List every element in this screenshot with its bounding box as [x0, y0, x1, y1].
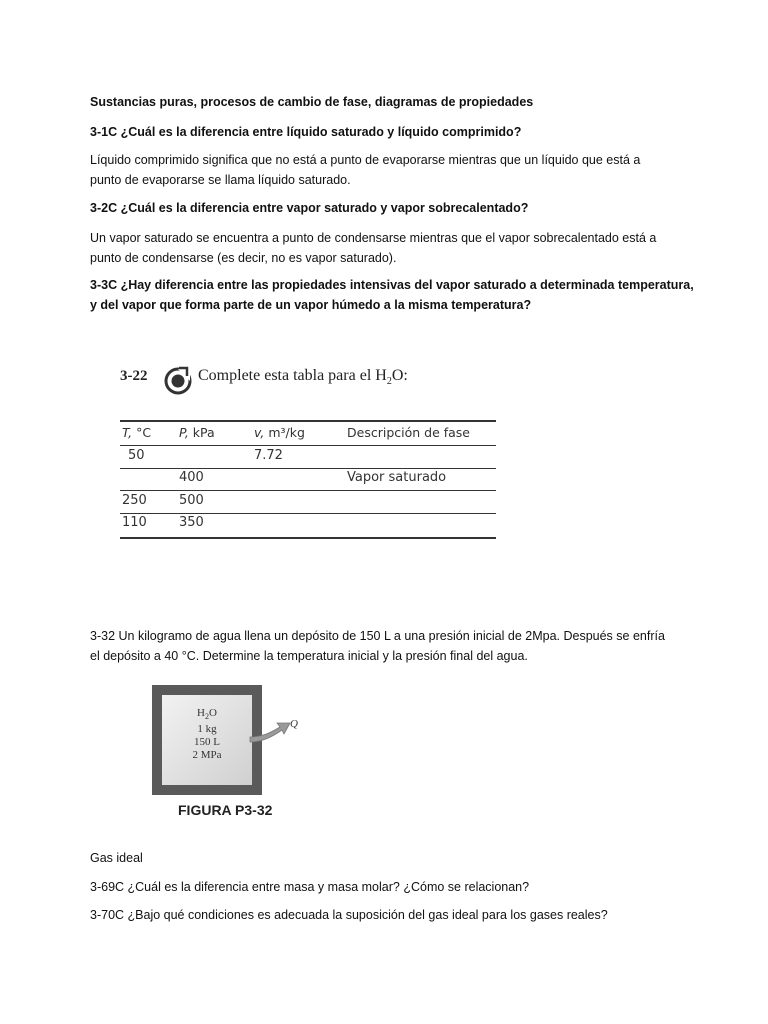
tank-pressure: 2 MPa	[192, 749, 222, 762]
table-header-rule	[120, 445, 496, 446]
question-3-69c: 3-69C ¿Cuál es la diferencia entre masa y masa molar? ¿Cómo se relacionan?	[90, 880, 530, 894]
figure-p3-32	[152, 685, 332, 825]
question-3-32-line1: 3-32 Un kilogramo de agua llena un depósito de 150 L a una presión inicial de 2Mpa. Después se enfría	[90, 629, 665, 643]
tank-volume: 150 L	[194, 736, 220, 749]
tank-substance	[162, 707, 252, 723]
tank-substance-subscript: 2	[205, 712, 209, 722]
tank-substance-suffix: O	[209, 707, 217, 719]
table-row-rule	[120, 513, 496, 514]
header-pressure-var: P,	[179, 425, 189, 440]
answer-3-2c-line2: punto de condensarse (es decir, no es vapor saturado).	[90, 251, 397, 265]
question-3-2c: 3-2C ¿Cuál es la diferencia entre vapor saturado y vapor sobrecalentado?	[90, 201, 529, 215]
header-volume-unit: m³/kg	[268, 425, 305, 440]
header-volume-var: v,	[254, 425, 265, 440]
answer-3-1c-line1: Líquido comprimido significa que no está a punto de evaporarse mientras que un líquido que está a	[90, 153, 641, 167]
exercise-3-22	[118, 360, 498, 545]
table-row-rule	[120, 490, 496, 491]
question-3-32	[90, 626, 690, 666]
header-pressure-unit: kPa	[192, 425, 215, 440]
heat-label: Q	[290, 718, 298, 730]
section-heading: Sustancias puras, procesos de cambio de fase, diagramas de propiedades	[90, 95, 534, 109]
table-row-rule	[120, 468, 496, 469]
table-top-rule	[120, 420, 496, 422]
table-cell-P: 400	[179, 470, 204, 485]
answer-3-2c-line1: Un vapor saturado se encuentra a punto de condensarse mientras que el vapor sobrecalentado está a	[90, 231, 657, 245]
table-cell-P: 500	[179, 493, 204, 508]
figure-caption: FIGURA P3-32	[178, 802, 273, 818]
computer-problem-icon	[163, 365, 193, 395]
title-subscript: 2	[386, 376, 392, 388]
table-bottom-rule	[120, 537, 496, 539]
answer-3-1c-line2: punto de evaporarse se llama líquido saturado.	[90, 173, 351, 187]
table-cell-T: 110	[122, 515, 147, 530]
question-3-32-line2: el depósito a 40 °C. Determine la temperatura inicial y la presión final del agua.	[90, 649, 528, 663]
table-cell-P: 350	[179, 515, 204, 530]
question-3-70c: 3-70C ¿Bajo qué condiciones es adecuada la suposición del gas ideal para los gases reales?	[90, 908, 608, 922]
table-cell-v: 7.72	[254, 448, 283, 463]
title-suffix: O:	[391, 367, 408, 384]
header-pressure	[179, 425, 215, 440]
header-temperature-unit: °C	[136, 425, 152, 440]
question-3-3c-line2: y del vapor que forma parte de un vapor húmedo a la misma temperatura?	[90, 298, 532, 312]
heat-flow-arrow-icon	[248, 715, 308, 745]
question-3-3c-line1: 3-3C ¿Hay diferencia entre las propiedades intensivas del vapor saturado a determinada temperatura,	[90, 278, 694, 292]
exercise-number: 3-22	[120, 368, 148, 384]
answer-3-1c	[90, 150, 690, 190]
tank-label	[162, 707, 252, 762]
header-phase: Descripción de fase	[347, 425, 470, 440]
tank-substance-text: H	[197, 707, 205, 719]
table-cell-T: 250	[122, 493, 147, 508]
header-temperature-var: T,	[122, 425, 133, 440]
header-temperature	[122, 425, 151, 440]
answer-3-2c	[90, 228, 690, 268]
header-specific-volume	[254, 425, 305, 440]
section-heading-gas-ideal: Gas ideal	[90, 851, 143, 865]
question-3-1c: 3-1C ¿Cuál es la diferencia entre líquido saturado y líquido comprimido?	[90, 125, 522, 139]
table-cell-T: 50	[128, 448, 145, 463]
exercise-title	[198, 367, 408, 387]
title-text: Complete esta tabla para el H	[198, 367, 387, 384]
question-3-3c	[90, 275, 694, 315]
property-table	[120, 420, 496, 540]
table-cell-phase: Vapor saturado	[347, 470, 447, 485]
tank-mass: 1 kg	[197, 723, 217, 736]
